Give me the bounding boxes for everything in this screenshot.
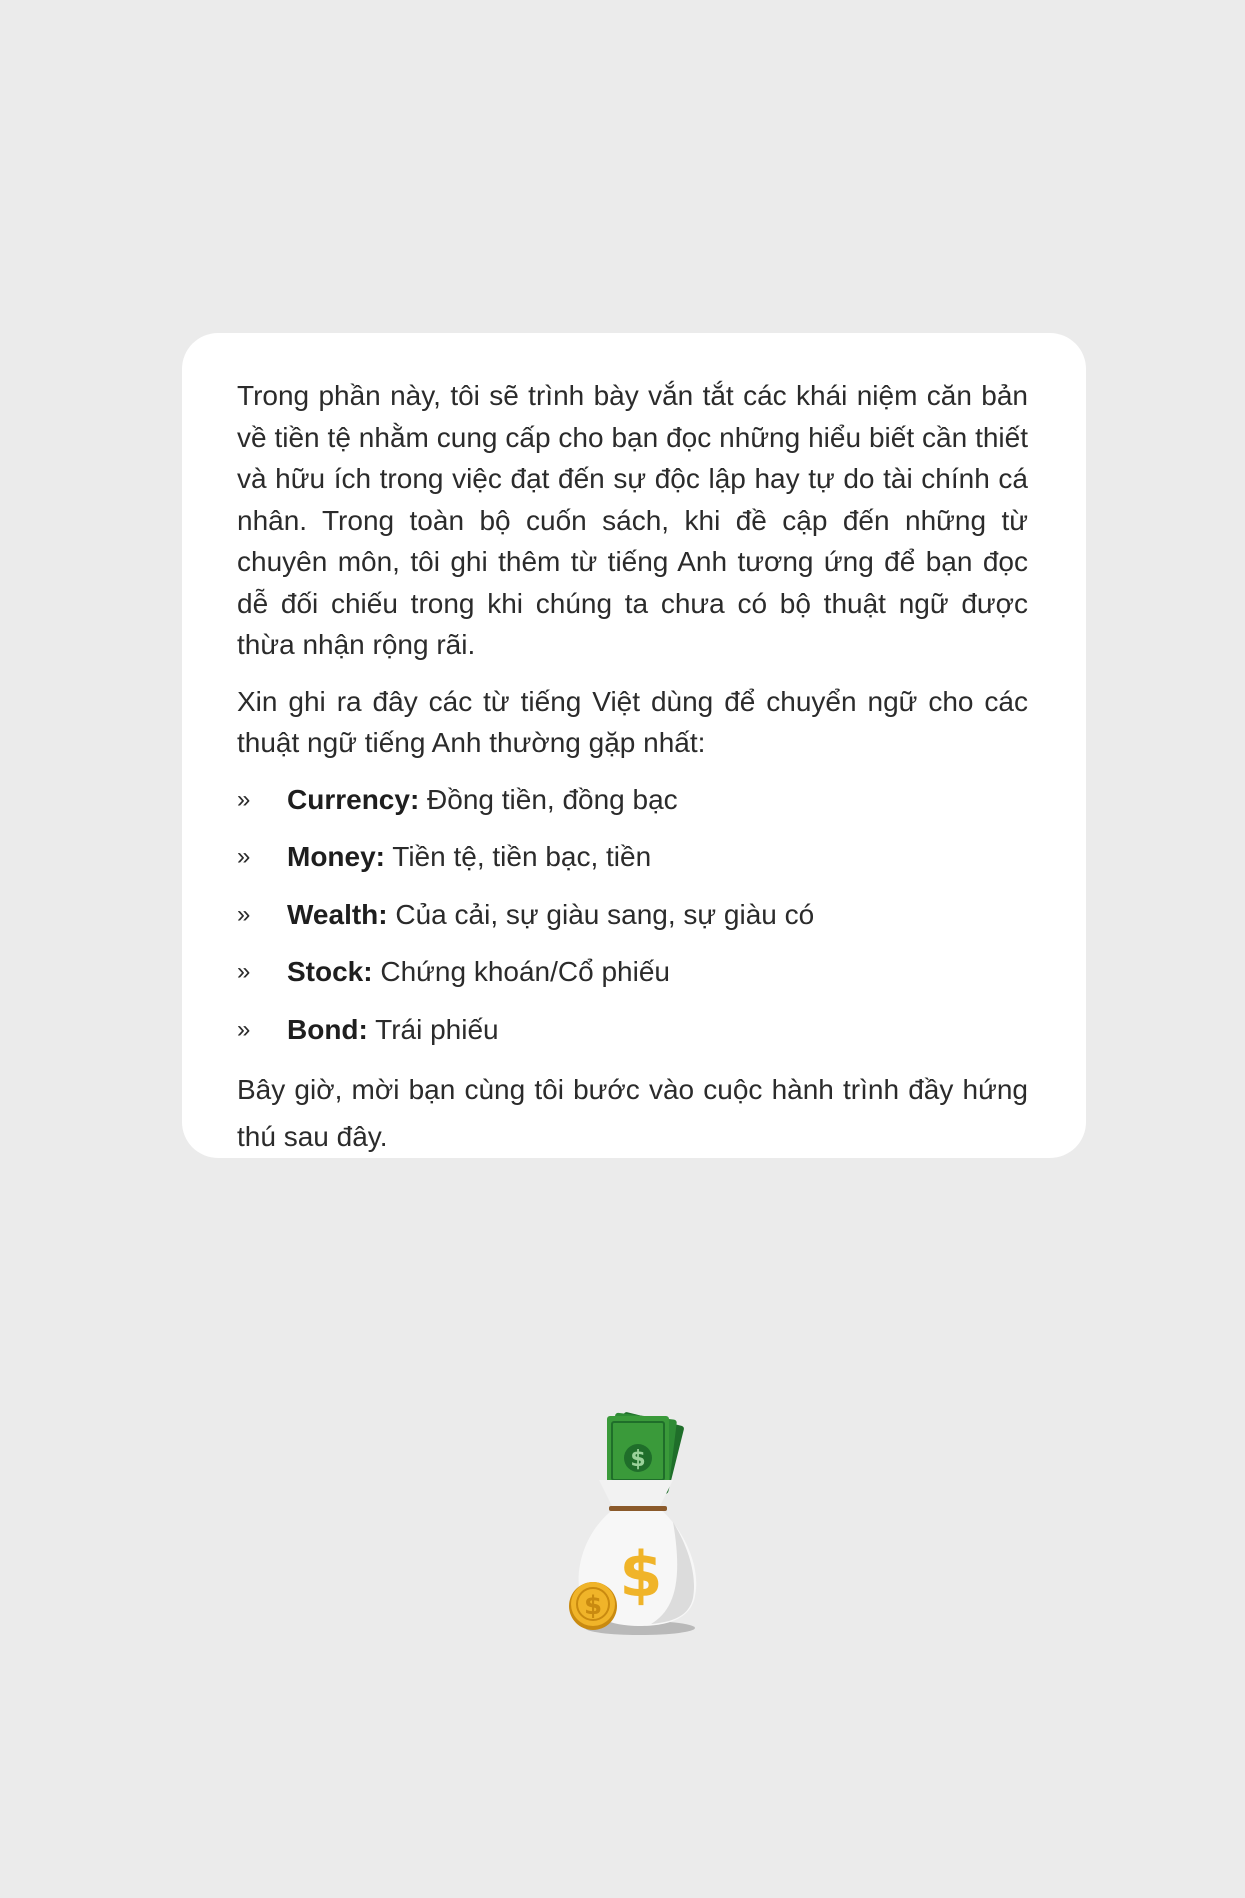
term-label: Wealth:: [287, 898, 388, 930]
term-label: Money:: [287, 841, 385, 872]
intro-paragraph: Trong phần này, tôi sẽ trình bày vắn tắt các khái niệm căn bản về tiền tệ nhằm cung cấp cho bạn đọc những hiểu biết cần thiết và hữu ích trong việc đạt đến sự độc lập hay tự do tài chính cá nhân. Trong toàn bộ cuốn sách, khi đề cập đến những từ chuyên môn, tôi ghi thêm từ tiếng Anh tương ứng để bạn đọc dễ đối chiếu trong khi chúng ta chưa có bộ thuật ngữ được thừa nhận rộng rãi.: [237, 380, 1028, 660]
bullet-glyph: »: [237, 785, 251, 813]
term-label: Bond:: [287, 1013, 368, 1045]
bag-tie: [609, 1506, 667, 1511]
bullet-glyph: »: [237, 900, 251, 928]
bill-dollar-glyph: $: [630, 1447, 646, 1472]
bag-dollar-glyph: $: [619, 1538, 663, 1611]
lead-paragraph: Xin ghi ra đây các từ tiếng Việt dùng để chuyển ngữ cho các thuật ngữ tiếng Anh thường gặp nhất:: [237, 685, 1028, 758]
terms-list: [237, 779, 1028, 1067]
money-bag-icon: [555, 1410, 715, 1640]
list-item: [237, 894, 1028, 952]
term-definition: Trái phiếu: [367, 1013, 499, 1045]
term-label: Stock:: [287, 956, 373, 987]
bullet-glyph: »: [237, 1015, 251, 1043]
term-definition: Chứng khoán/Cổ phiếu: [372, 956, 670, 987]
list-item: [237, 1009, 1028, 1067]
term-definition: Tiền tệ, tiền bạc, tiền: [385, 841, 652, 872]
bag-neck: [599, 1480, 673, 1508]
term-definition: Của cải, sự giàu sang, sự giàu có: [387, 898, 815, 930]
bullet-glyph: »: [237, 958, 251, 985]
outro-paragraph: Bây giờ, mời bạn cùng tôi bước vào cuộc hành trình đầy hứng thú sau đây.: [237, 1074, 1028, 1152]
bullet-glyph: »: [237, 843, 251, 870]
term-definition: Đồng tiền, đồng bạc: [419, 783, 678, 815]
term-label: Currency:: [287, 783, 420, 815]
coin-dollar-glyph: $: [583, 1591, 603, 1621]
list-item: [237, 779, 1028, 837]
list-item: [237, 836, 1028, 894]
list-item: [237, 951, 1028, 1009]
coin-icon: [569, 1582, 617, 1630]
text-card: [182, 333, 1086, 1158]
